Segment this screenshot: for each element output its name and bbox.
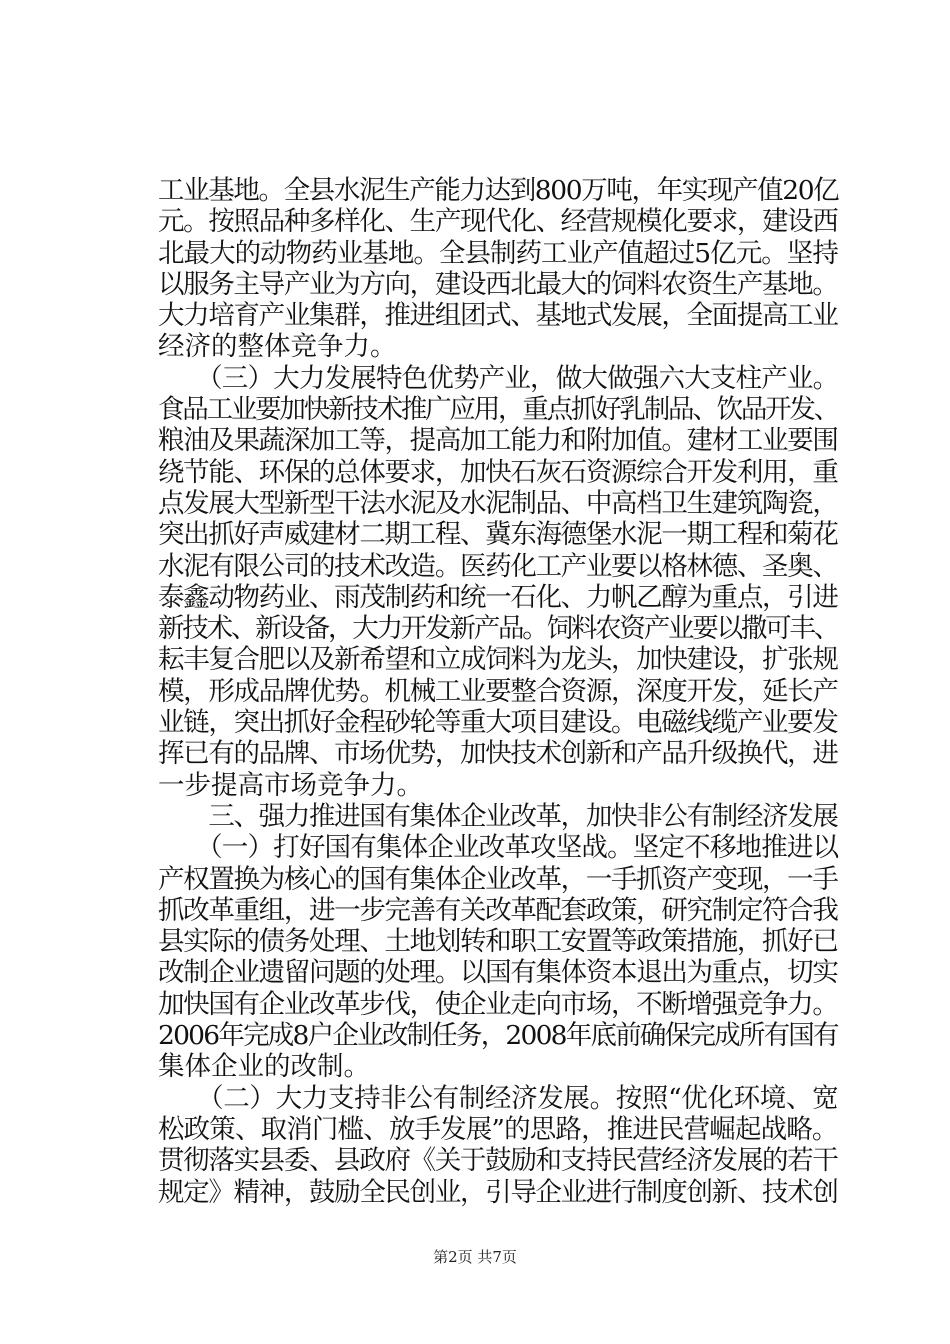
text-line: 集体企业的改制。 [158,1051,370,1083]
text-line: 耘丰复合肥以及新希望和立成饲料为龙头，加快建设，扩张规 [158,644,838,676]
text-line: 元。按照品种多样化、生产现代化、经营规模化要求，建设西 [158,206,838,238]
text-line: 业链，突出抓好金程砂轮等重大项目建设。电磁线缆产业要发 [158,707,838,739]
text-line: 贯彻落实县委、县政府《关于鼓励和支持民营经济发展的若干 [158,1145,838,1177]
document-body [158,175,838,1208]
text-line: 一步提高市场竞争力。 [158,769,423,801]
text-line: 抓改革重组，进一步完善有关改革配套政策，研究制定符合我 [158,894,838,926]
text-line: 新技术、新设备，大力开发新产品。饲料农资产业要以撒可丰、 [158,613,838,645]
text-line: 水泥有限公司的技术改造。医药化工产业要以格林德、圣奥、 [158,550,838,582]
text-line: 松政策、取消门槛、放手发展”的思路，推进民营崛起战略。 [158,1113,838,1145]
text-line: 绕节能、环保的总体要求，加快石灰石资源综合开发利用，重 [158,456,838,488]
text-line: 加快国有企业改革步伐，使企业走向市场，不断增强竞争力。 [158,988,838,1020]
text-line: 2006年完成8户企业改制任务，2008年底前确保完成所有国有 [158,1020,838,1052]
text-line: 粮油及果蔬深加工等，提高加工能力和附加值。建材工业要围 [158,425,838,457]
text-line: 模，形成品牌优势。机械工业要整合资源，深度开发，延长产 [158,675,838,707]
text-line: 北最大的动物药业基地。全县制药工业产值超过5亿元。坚持 [158,237,838,269]
text-line: 泰鑫动物药业、雨茂制药和统一石化、力帆乙醇为重点，引进 [158,581,838,613]
text-line: 挥已有的品牌、市场优势，加快技术创新和产品升级换代，进 [158,738,838,770]
text-line: 食品工业要加快新技术推广应用，重点抓好乳制品、饮品开发、 [158,394,838,426]
text-line: 改制企业遗留问题的处理。以国有集体资本退出为重点，切实 [158,957,838,989]
text-line: （三）大力发展特色优势产业，做大做强六大支柱产业。 [158,362,839,394]
text-line: 以服务主导产业为方向，建设西北最大的饲料农资生产基地。 [158,268,838,300]
text-line: 大力培育产业集群，推进组团式、基地式发展，全面提高工业 [158,300,838,332]
text-line: （一）打好国有集体企业改革攻坚战。坚定不移地推进以 [158,832,839,864]
page-footer: 第2页 共7页 [433,1248,517,1266]
text-line: 工业基地。全县水泥生产能力达到800万吨，年实现产值20亿 [158,175,839,206]
text-line: 产权置换为核心的国有集体企业改革，一手抓资产变现，一手 [158,863,838,895]
text-line: 三、强力推进国有集体企业改革，加快非公有制经济发展 [158,800,838,832]
text-line: 点发展大型新型干法水泥及水泥制品、中高档卫生建筑陶瓷， [158,487,838,519]
text-line: 县实际的债务处理、土地划转和职工安置等政策措施，抓好已 [158,926,838,958]
text-line: 规定》精神，鼓励全民创业，引导企业进行制度创新、技术创 [158,1176,838,1208]
text-line: 经济的整体竞争力。 [158,331,397,363]
text-line: （二）大力支持非公有制经济发展。按照“优化环境、宽 [158,1082,839,1114]
text-line: 突出抓好声威建材二期工程、冀东海德堡水泥一期工程和菊花 [158,519,838,551]
